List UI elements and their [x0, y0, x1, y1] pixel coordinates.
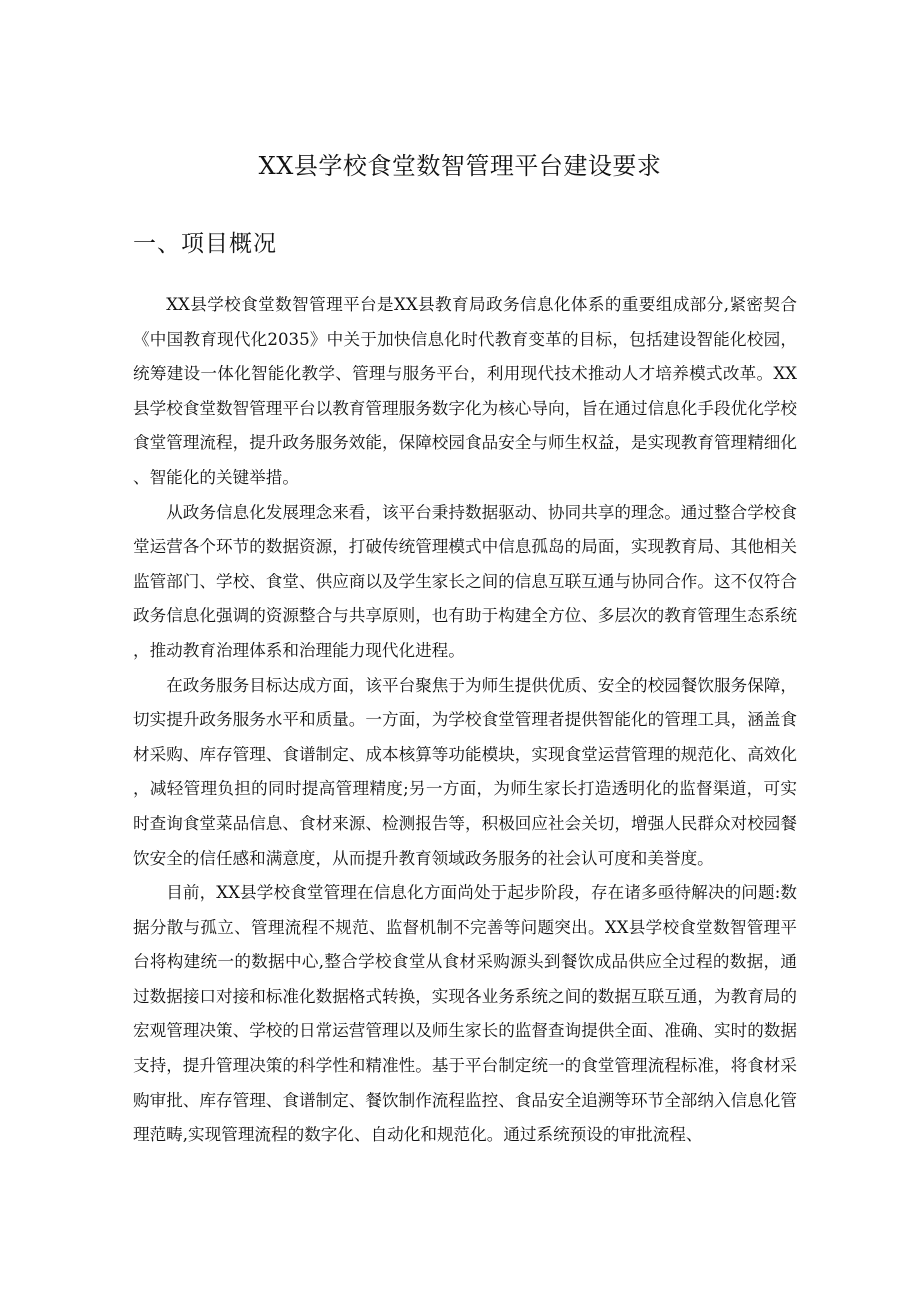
paragraph: 目前，XX县学校食堂管理在信息化方面尚处于起步阶段，存在诸多亟待解决的问题:数据分散与孤立、管理流程不规范、监督机制不完善等问题突出。XX县学校食堂数智管理平台将构建统一的数据中心,整合学校食堂从食材采购源头到餐饮成品供应全过程的数据，通过数据接口对接和标准化数据格式转换，实现各业务系统之间的数据互联互通，为教育局的宏观管理决策、学校的日常运营管理以及师生家长的监督查询提供全面、准确、实时的数据支持，提升管理决策的科学性和精准性。基于平台制定统一的食堂管理流程标准，将食材采购审批、库存管理、食谱制定、餐饮制作流程监控、食品安全追溯等环节全部纳入信息化管理范畴,实现管理流程的数字化、自动化和规范化。通过系统预设的审批流程、	[133, 883, 797, 1145]
paragraph: 从政务信息化发展理念来看，该平台秉持数据驱动、协同共享的理念。通过整合学校食堂运营各个环节的数据资源，打破传统管理模式中信息孤岛的局面，实现教育局、其他相关监管部门、学校、食堂、供应商以及学生家长之间的信息互联互通与协同合作。这不仅符合政务信息化强调的资源整合与共享原则，也有助于构建全方位、多层次的教育管理生态系统，推动教育治理体系和治理能力现代化进程。	[133, 502, 797, 660]
document-title: XX县学校食堂数智管理平台建设要求	[258, 152, 662, 180]
paragraph: 在政务服务目标达成方面，该平台聚焦于为师生提供优质、安全的校园餐饮服务保障，切实提升政务服务水平和质量。一方面，为学校食堂管理者提供智能化的管理工具，涵盖食材采购、库存管理、食谱制定、成本核算等功能模块，实现食堂运营管理的规范化、高效化，减轻管理负担的同时提高管理精度;另一方面，为师生家长打造透明化的监督渠道，可实时查询食堂菜品信息、食材来源、检测报告等，积极回应社会关切，增强人民群众对校园餐饮安全的信任感和满意度，从而提升教育领域政务服务的社会认可度和美誉度。	[133, 675, 797, 868]
document-body	[133, 288, 797, 1153]
paragraph: XX县学校食堂数智管理平台是XX县教育局政务信息化体系的重要组成部分,紧密契合《中国教育现代化2035》中关于加快信息化时代教育变革的目标，包括建设智能化校园，统筹建设一体化智能化教学、管理与服务平台，利用现代技术推动人才培养模式改革。XX县学校食堂数智管理平台以教育管理服务数字化为核心导向，旨在通过信息化手段优化学校食堂管理流程，提升政务服务效能，保障校园食品安全与师生权益，是实现教育管理精细化、智能化的关键举措。	[133, 295, 797, 487]
section-heading: 一、项目概况	[133, 231, 277, 257]
